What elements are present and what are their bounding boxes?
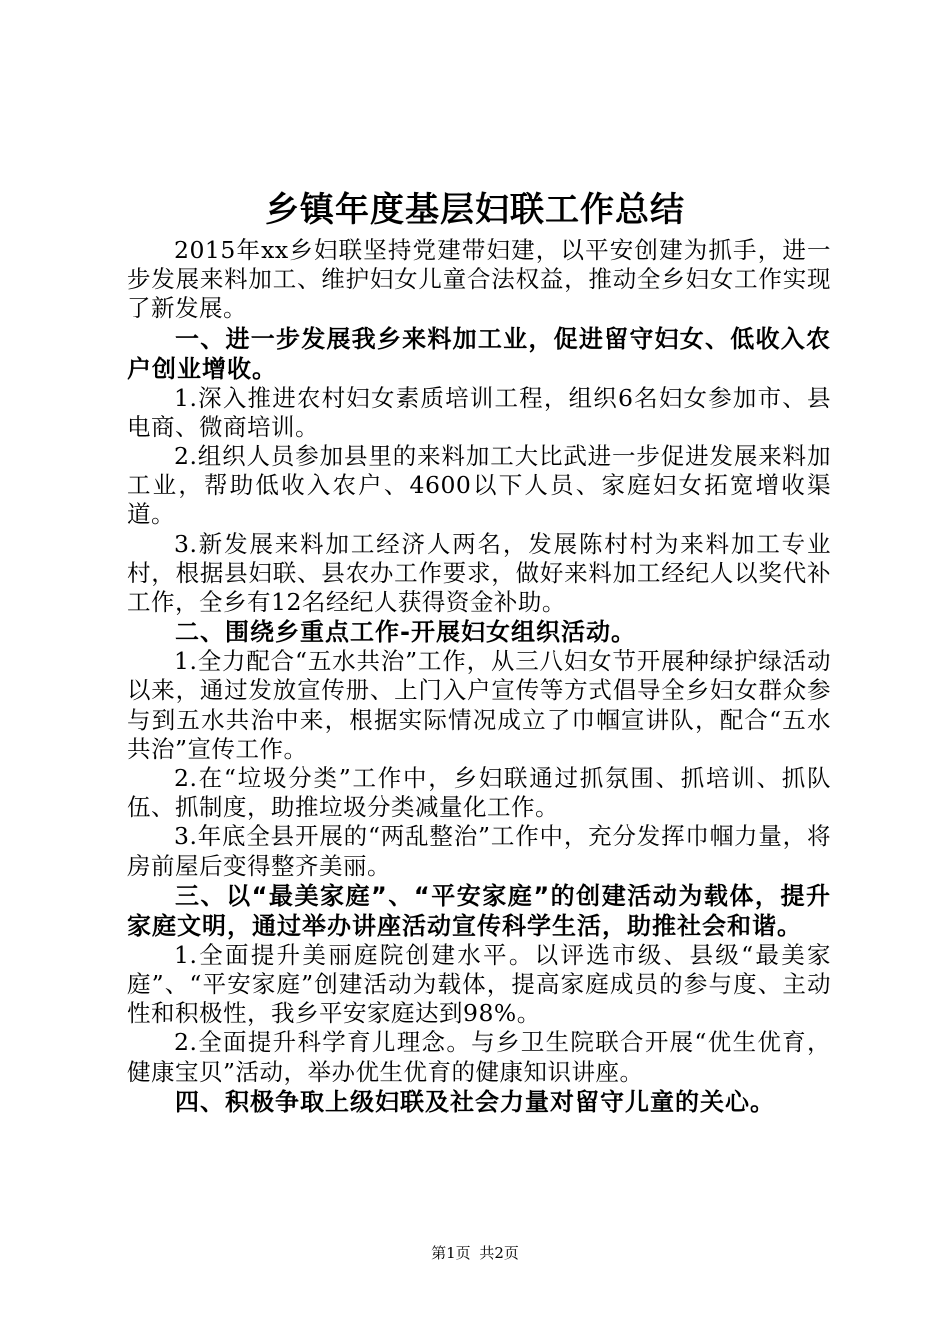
page-total: 共2页 xyxy=(479,1244,519,1262)
document-title: 乡镇年度基层妇联工作总结 xyxy=(265,190,685,230)
paragraph-1-2: 2.组织人员参加县里的来料加工大比武进一步促进发展来料加工业，帮助低收入农户、4600以下人员、家庭妇女拓宽增收渠道。 xyxy=(127,442,831,529)
page-footer xyxy=(0,1243,950,1263)
section-heading-4: 四、积极争取上级妇联及社会力量对留守儿童的关心。 xyxy=(175,1087,775,1116)
page-number: 第1页 xyxy=(431,1244,471,1262)
document-body xyxy=(127,236,831,1117)
section-heading-3: 三、以“最美家庭”、“平安家庭”的创建活动为载体，提升家庭文明，通过举办讲座活动宣传科学生活，助推社会和谐。 xyxy=(127,881,831,940)
section-heading-1: 一、进一步发展我乡来料加工业，促进留守妇女、低收入农户创业增收。 xyxy=(127,324,831,383)
paragraph-3-1: 1.全面提升美丽庭院创建水平。以评选市级、县级“最美家庭”、“平安家庭”创建活动为载体，提高家庭成员的参与度、主动性和积极性，我乡平安家庭达到98%。 xyxy=(127,940,831,1028)
paragraph-2-3: 3.年底全县开展的“两乱整治”工作中，充分发挥巾帼力量，将房前屋后变得整齐美丽。 xyxy=(127,822,831,880)
paragraph-1-1: 1.深入推进农村妇女素质培训工程，组织6名妇女参加市、县电商、微商培训。 xyxy=(127,383,831,441)
paragraph-1-3: 3.新发展来料加工经济人两名，发展陈村村为来料加工专业村，根据县妇联、县农办工作要求，做好来料加工经纪人以奖代补工作，全乡有12名经纪人获得资金补助。 xyxy=(127,529,831,617)
paragraph-2-1: 1.全力配合“五水共治”工作，从三八妇女节开展种绿护绿活动以来，通过发放宣传册、上门入户宣传等方式倡导全乡妇女群众参与到五水共治中来，根据实际情况成立了巾帼宣讲队，配合“五水共治”宣传工作。 xyxy=(127,647,831,763)
paragraph-3-2: 2.全面提升科学育儿理念。与乡卫生院联合开展“优生优育，健康宝贝”活动，举办优生优育的健康知识讲座。 xyxy=(127,1028,831,1086)
paragraph-2-2: 2.在“垃圾分类”工作中，乡妇联通过抓氛围、抓培训、抓队伍、抓制度，助推垃圾分类减量化工作。 xyxy=(127,764,831,822)
section-heading-2: 二、围绕乡重点工作-开展妇女组织活动。 xyxy=(175,618,636,647)
paragraph-intro: 2015年xx乡妇联坚持党建带妇建，以平安创建为抓手，进一步发展来料加工、维护妇女儿童合法权益，推动全乡妇女工作实现了新发展。 xyxy=(127,236,831,323)
